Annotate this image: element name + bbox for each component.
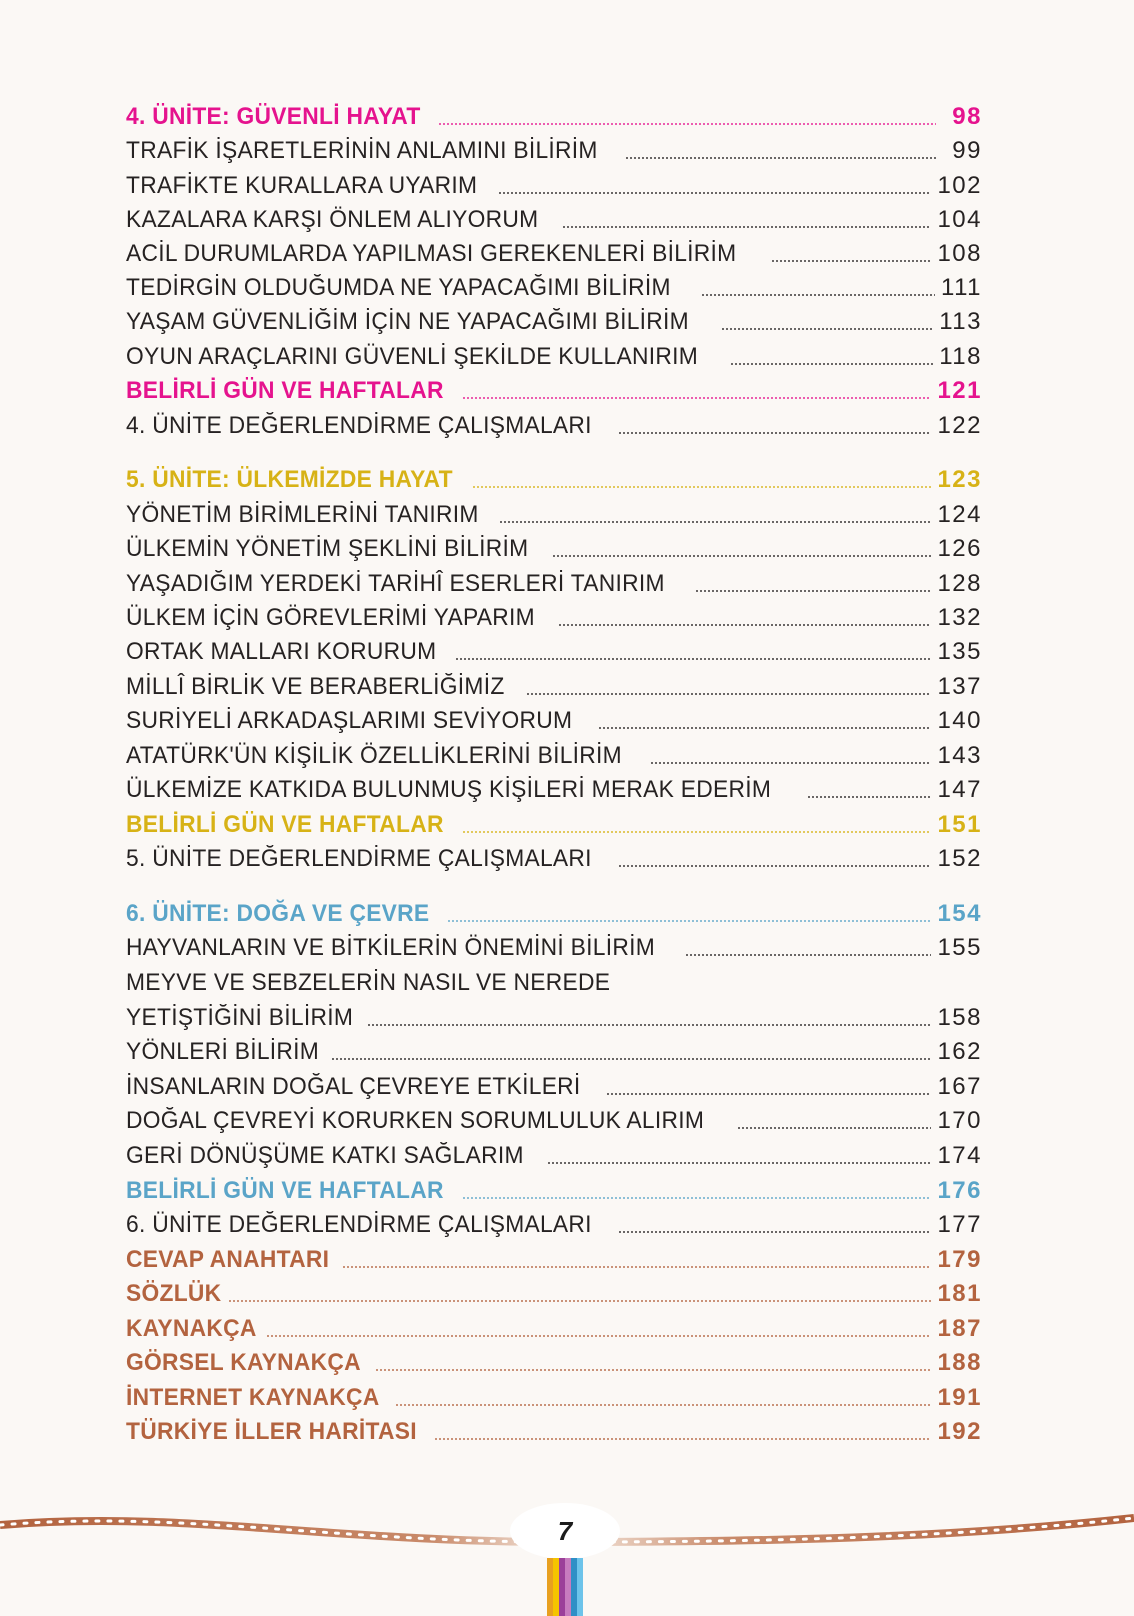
toc-entry[interactable] <box>126 1344 982 1378</box>
toc-entry[interactable] <box>126 599 982 633</box>
toc-entry-page: 176 <box>937 1177 982 1204</box>
toc-entry-page: 151 <box>937 811 982 838</box>
toc-entry-page: 179 <box>937 1246 982 1273</box>
dot-leader <box>228 1300 931 1302</box>
toc-entry[interactable] <box>126 98 982 132</box>
toc-entry-page: 188 <box>937 1349 982 1376</box>
toc-entry-title: 5. ÜNİTE DEĞERLENDİRME ÇALIŞMALARI <box>126 845 592 872</box>
toc-entry[interactable] <box>126 668 982 702</box>
dot-leader <box>472 486 931 488</box>
toc-entry-title: TRAFİK İŞARETLERİNİN ANLAMINI BİLİRİM <box>126 137 598 164</box>
toc-entry-page: 99 <box>952 137 982 164</box>
toc-entry-title: ATATÜRK'ÜN KİŞİLİK ÖZELLİKLERİNİ BİLİRİM <box>126 742 622 769</box>
dot-leader <box>342 1266 931 1268</box>
dot-leader <box>438 123 936 125</box>
toc-entry[interactable] <box>126 1241 982 1275</box>
toc-entry-title: TEDİRGİN OLDUĞUMDA NE YAPACAĞIMI BİLİRİM <box>126 274 671 301</box>
toc-entry-title: BELİRLİ GÜN VE HAFTALAR <box>126 1177 444 1204</box>
dot-leader <box>447 920 931 922</box>
toc-entry-page: 174 <box>937 1142 982 1169</box>
toc-entry-page: 181 <box>937 1280 982 1307</box>
toc-entry-page: 147 <box>937 776 982 803</box>
dot-leader <box>558 624 931 626</box>
toc-entry-title: MEYVE VE SEBZELERİN NASIL VE NEREDE <box>126 969 611 996</box>
toc-entry-title: İNTERNET KAYNAKÇA <box>126 1384 380 1411</box>
dot-leader <box>685 954 932 956</box>
dot-leader <box>598 727 932 729</box>
dot-leader <box>618 432 931 434</box>
dot-leader <box>462 1197 931 1199</box>
toc-entry-page: 102 <box>937 172 982 199</box>
toc-entry-title: YÖNETİM BİRİMLERİNİ TANIRIM <box>126 501 479 528</box>
toc-entry[interactable] <box>126 201 982 235</box>
dot-leader <box>526 693 931 695</box>
toc-entry-page: 187 <box>937 1315 982 1342</box>
dot-leader <box>606 1093 931 1095</box>
dot-leader <box>367 1024 931 1026</box>
toc-entry-title: ORTAK MALLARI KORURUM <box>126 638 437 665</box>
toc-entry-title: 5. ÜNİTE: ÜLKEMİZDE HAYAT <box>126 466 453 493</box>
toc-entry-title: TÜRKİYE İLLER HARİTASI <box>126 1418 417 1445</box>
toc-entry-page: 122 <box>937 412 982 439</box>
dot-leader <box>462 831 931 833</box>
toc-entry-page: 177 <box>937 1211 982 1238</box>
page-number: 7 <box>557 1515 573 1546</box>
toc-entry-page: 143 <box>937 742 982 769</box>
toc-entry-title: BELİRLİ GÜN VE HAFTALAR <box>126 377 444 404</box>
toc-entry-page: 137 <box>937 673 982 700</box>
dot-leader <box>650 762 931 764</box>
toc-entry-page: 191 <box>937 1384 982 1411</box>
toc-entry[interactable] <box>126 1033 982 1067</box>
dot-leader <box>618 865 931 867</box>
toc-entry[interactable] <box>126 235 982 269</box>
toc-entry-page: 162 <box>937 1038 982 1065</box>
toc-entry[interactable] <box>126 1379 982 1413</box>
toc-entry-title: TRAFİKTE KURALLARA UYARIM <box>126 172 478 199</box>
dot-leader <box>730 363 933 365</box>
toc-entry-title: ÜLKEMİZE KATKIDA BULUNMUŞ KİŞİLERİ MERAK EDERİM <box>126 776 772 803</box>
dot-leader <box>695 590 931 592</box>
dot-leader <box>721 328 934 330</box>
toc-entry-title: YÖNLERİ BİLİRİM <box>126 1038 320 1065</box>
toc-entry[interactable] <box>126 999 982 1033</box>
dot-leader <box>498 192 932 194</box>
toc-entry[interactable] <box>126 565 982 599</box>
toc-entry-title: ÜLKEMİN YÖNETİM ŞEKLİNİ BİLİRİM <box>126 535 529 562</box>
toc-entry-page: 113 <box>939 308 982 335</box>
toc-entry-title: GÖRSEL KAYNAKÇA <box>126 1349 361 1376</box>
toc-entry-title: KAYNAKÇA <box>126 1315 257 1342</box>
toc-entry[interactable] <box>126 702 982 736</box>
colored-pencils-decoration <box>547 1558 583 1616</box>
toc-entry[interactable] <box>126 303 982 337</box>
toc-entry[interactable] <box>126 461 982 495</box>
toc-entry[interactable] <box>126 1137 982 1171</box>
toc-entry[interactable] <box>126 530 982 564</box>
toc-entry-page: 152 <box>937 845 982 872</box>
dot-leader <box>499 521 931 523</box>
toc-entry-page: 126 <box>937 535 982 562</box>
toc-entry-title: OYUN ARAÇLARINI GÜVENLİ ŞEKİLDE KULLANIRIM <box>126 343 699 370</box>
page-number-badge <box>510 1503 620 1559</box>
toc-entry-page: 167 <box>937 1073 982 1100</box>
toc-entry-page: 121 <box>937 377 982 404</box>
toc-entry-title: 4. ÜNİTE DEĞERLENDİRME ÇALIŞMALARI <box>126 412 592 439</box>
toc-entry[interactable] <box>126 1310 982 1344</box>
toc-entry[interactable] <box>126 269 982 303</box>
toc-entry-page: 104 <box>937 206 982 233</box>
toc-entry <box>126 964 982 998</box>
dot-leader <box>434 1438 931 1440</box>
dot-leader <box>375 1369 931 1371</box>
toc-entry[interactable] <box>126 1172 982 1206</box>
dot-leader <box>562 226 931 228</box>
toc-entry-title: YAŞAM GÜVENLİĞİM İÇİN NE YAPACAĞIMI BİLİRİM <box>126 308 689 335</box>
toc-entry-page: 140 <box>937 707 982 734</box>
dot-leader <box>455 658 932 660</box>
dot-leader <box>771 260 932 262</box>
toc-entry-title: YAŞADIĞIM YERDEKİ TARİHÎ ESERLERİ TANIRIM <box>126 570 665 597</box>
toc-entry-page: 124 <box>937 501 982 528</box>
toc-entry-page: 135 <box>937 638 982 665</box>
toc-entry-title: SURİYELİ ARKADAŞLARIMI SEVİYORUM <box>126 707 573 734</box>
toc-entry-page: 123 <box>937 466 982 493</box>
toc-entry-title: YETİŞTİĞİNİ BİLİRİM <box>126 1004 354 1031</box>
toc-entry[interactable] <box>126 1275 982 1309</box>
dot-leader <box>618 1231 931 1233</box>
toc-entry[interactable] <box>126 806 982 840</box>
toc-entry-title: KAZALARA KARŞI ÖNLEM ALIYORUM <box>126 206 539 233</box>
toc-entry-title: ÜLKEM İÇİN GÖREVLERİMİ YAPARIM <box>126 604 535 631</box>
dot-leader <box>462 397 931 399</box>
toc-entry[interactable] <box>126 167 982 201</box>
toc-entry[interactable] <box>126 737 982 771</box>
toc-entry[interactable] <box>126 1102 982 1136</box>
toc-entry-page: 111 <box>941 274 982 301</box>
toc-entry[interactable] <box>126 929 982 963</box>
dot-leader <box>701 294 935 296</box>
toc-entry-title: 6. ÜNİTE: DOĞA VE ÇEVRE <box>126 900 430 927</box>
toc-entry-title: BELİRLİ GÜN VE HAFTALAR <box>126 811 444 838</box>
toc-entry-title: İNSANLARIN DOĞAL ÇEVREYE ETKİLERİ <box>126 1073 581 1100</box>
toc-entry-page: 154 <box>937 900 982 927</box>
dot-leader <box>547 1162 932 1164</box>
toc-entry[interactable] <box>126 1206 982 1240</box>
dot-leader <box>395 1404 932 1406</box>
dot-leader <box>266 1335 932 1337</box>
toc-entry[interactable] <box>126 633 982 667</box>
toc-entry-title: CEVAP ANAHTARI <box>126 1246 330 1273</box>
dot-leader <box>737 1127 932 1129</box>
toc-entry-title: DOĞAL ÇEVREYİ KORURKEN SORUMLULUK ALIRIM <box>126 1107 705 1134</box>
toc-entry[interactable] <box>126 132 982 166</box>
toc-entry[interactable] <box>126 372 982 406</box>
dot-leader <box>807 796 931 798</box>
toc-entry[interactable] <box>126 407 982 441</box>
toc-entry[interactable] <box>126 895 982 929</box>
toc-entry-page: 128 <box>937 570 982 597</box>
toc-entry[interactable] <box>126 1413 982 1447</box>
toc-entry-page: 108 <box>937 240 982 267</box>
toc-entry-page: 155 <box>937 934 982 961</box>
dot-leader <box>625 157 936 159</box>
toc-entry[interactable] <box>126 771 982 805</box>
toc-entry-page: 158 <box>937 1004 982 1031</box>
toc-entry-title: 6. ÜNİTE DEĞERLENDİRME ÇALIŞMALARI <box>126 1211 592 1238</box>
toc-entry-title: HAYVANLARIN VE BİTKİLERİN ÖNEMİNİ BİLİRİM <box>126 934 656 961</box>
toc-entry[interactable] <box>126 496 982 530</box>
toc-entry-page: 192 <box>937 1418 982 1445</box>
toc-entry-title: 4. ÜNİTE: GÜVENLİ HAYAT <box>126 103 421 130</box>
toc-entry[interactable] <box>126 1068 982 1102</box>
toc-entry[interactable] <box>126 338 982 372</box>
toc-entry-title: MİLLÎ BİRLİK VE BERABERLİĞİMİZ <box>126 673 505 700</box>
toc-entry[interactable] <box>126 840 982 874</box>
toc-entry-page: 170 <box>937 1107 982 1134</box>
toc-entry-page: 132 <box>937 604 982 631</box>
toc-entry-page: 118 <box>939 343 982 370</box>
dot-leader <box>552 555 932 557</box>
toc-entry-title: GERİ DÖNÜŞÜME KATKI SAĞLARIM <box>126 1142 524 1169</box>
pencil-stripe <box>577 1558 583 1616</box>
toc-entry-title: SÖZLÜK <box>126 1280 222 1307</box>
dot-leader <box>331 1058 931 1060</box>
toc-entry-title: ACİL DURUMLARDA YAPILMASI GEREKENLERİ BİLİRİM <box>126 240 737 267</box>
toc-entry-page: 98 <box>952 103 982 130</box>
